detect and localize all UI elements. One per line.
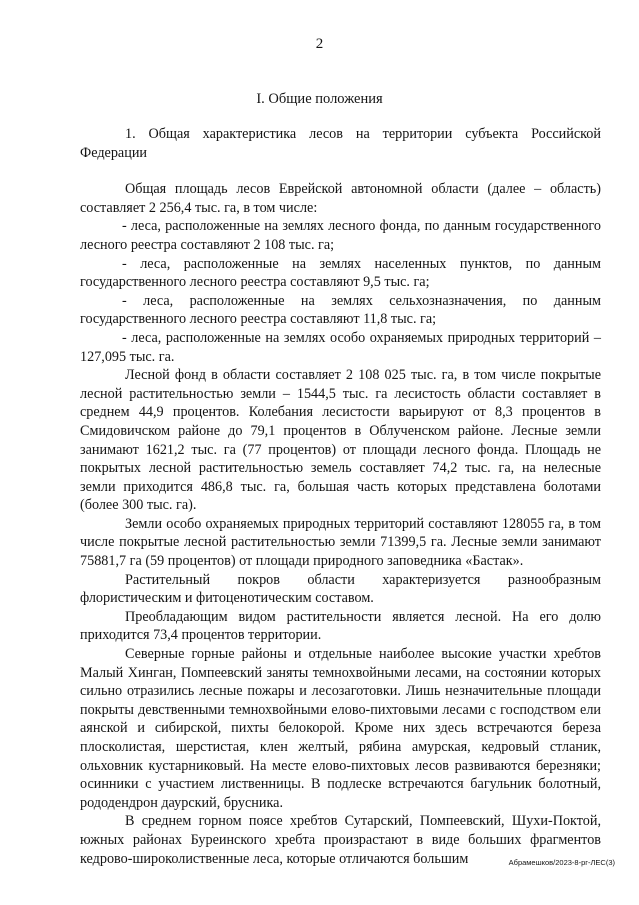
list-item: - леса, расположенные на землях сельхозназначения, по данным государственного лесного реестра составляют 11,8 тыс. га; — [80, 292, 601, 328]
paragraph: Растительный покров области характеризуется разнообразным флористическим и фитоценотическим составом. — [80, 571, 601, 607]
list-item: - леса, расположенные на землях населенных пунктов, по данным государственного лесного реестра составляют 9,5 тыс. га; — [80, 255, 601, 291]
paragraph: Северные горные районы и отдельные наиболее высокие участки хребтов Малый Хинган, Помпеевский заняты темнохвойными лесами, на состоянии которых сильно отразились лесные пожары и лесозаготовки. Лишь незначительные площади покрыты девственными темнохвойными елово-пихтовыми лесами с господством ели аянской и сибирской, пихты белокорой. Кроме них здесь встречаются береза плосколистая, шерстистая, клен желтый, рябина амурская, кедровый стланик, ольховник кустарниковый. На месте елово-пихтовых лесов развиваются березняки; осинники с участием лиственницы. В подлеске встречаются багульник болотный, рододендрон даурский, брусника. — [80, 646, 601, 811]
paragraph: Земли особо охраняемых природных территорий составляют 128055 га, в том числе покрытые лесной растительностью земли 71399,5 га. Лесные земли занимают 75881,7 га (59 процентов) от площади природного заповедника «Бастак». — [80, 515, 601, 570]
body-text — [80, 125, 601, 868]
subheading: 1. Общая характеристика лесов на территории субъекта Российской Федерации — [80, 126, 601, 161]
list-item: - леса, расположенные на землях лесного фонда, по данным государственного лесного реестра составляют 2 108 тыс. га; — [80, 218, 601, 253]
footer-code: Абрамешков/2023-8-рг-ЛЕС(3) — [508, 858, 615, 867]
paragraph: Общая площадь лесов Еврейской автономной области (далее – область) составляет 2 256,4 тыс. га, в том числе: — [80, 181, 601, 216]
paragraph: Лесной фонд в области составляет 2 108 025 тыс. га, в том числе покрытые лесной растительностью земли – 1544,5 тыс. га лесистость области составляет в среднем 44,9 процентов. Колебания лесистости варьируют от 8,3 процентов в Смидовичском районе до 79,1 процентов в Облученском районе. Лесные земли занимают 1621,2 тыс. га (77 процентов) от площади лесного фонда. Площадь не покрытых лесной растительностью земель составляет 74,2 тыс. га, на нелесные земли приходится 486,8 тыс. га, большая часть которых представлена болотами (более 300 тыс. га). — [80, 367, 601, 514]
list-item: - леса, расположенные на землях особо охраняемых природных территорий – 127,095 тыс. га. — [80, 329, 601, 365]
page-number: 2 — [315, 36, 324, 52]
section-title: I. Общие положения — [256, 91, 383, 107]
paragraph: В среднем горном поясе хребтов Сутарский, Помпеевский, Шухи-Поктой, южных районах Буреинского хребта произрастают в виде больших фрагментов кедрово-широколиственные леса, которые отличаются большим — [80, 813, 601, 867]
paragraph: Преобладающим видом растительности является лесной. На его долю приходится 73,4 процентов территории. — [80, 608, 601, 644]
